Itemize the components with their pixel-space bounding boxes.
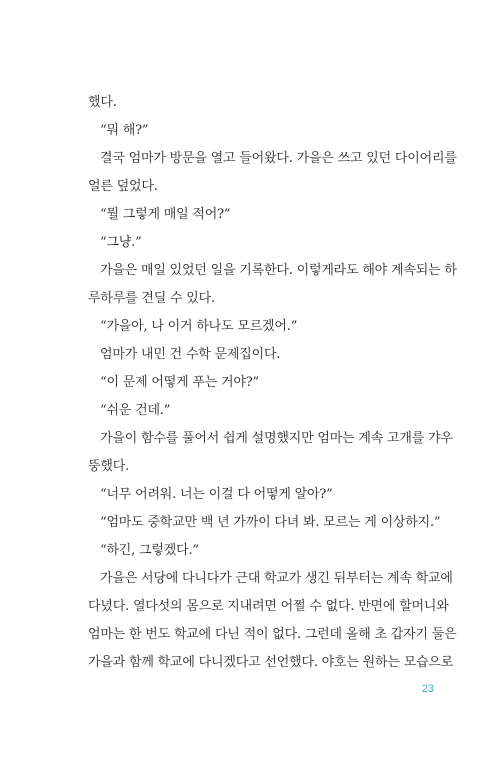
text-line-7: 가을은 매일 있었던 일을 기록한다. 이렇게라도 해야 계속되는 하	[100, 263, 457, 278]
text-line-5: “뭘 그렇게 매일 적어?”	[100, 207, 231, 222]
text-line-16: “엄마도 중학교만 백 년 가까이 다녀 봐. 모르는 게 이상하지.”	[100, 515, 441, 530]
text-line-11: “이 문제 어떻게 푸는 거야?”	[100, 375, 259, 390]
text-line-18: 가을은 서당에 다니다가 근대 학교가 생긴 뒤부터는 계속 학교에	[100, 571, 453, 586]
page-number: 23	[421, 683, 434, 695]
text-line-15: “너무 어려워. 너는 이걸 다 어떻게 알아?”	[100, 487, 333, 502]
text-line-17: “하긴, 그렇겠다.”	[100, 543, 199, 558]
text-line-6: “그냥.”	[100, 235, 142, 250]
text-line-19: 다녔다. 열다섯의 몸으로 지내려면 어쩔 수 없다. 반면에 할머니와	[88, 599, 449, 614]
text-line-12: “쉬운 건데.”	[100, 403, 171, 418]
text-line-9: “가을아, 나 이거 하나도 모르겠어.”	[100, 319, 298, 334]
text-line-3: 결국 엄마가 방문을 열고 들어왔다. 가을은 쓰고 있던 다이어리를	[100, 151, 457, 166]
text-line-2: “뭐 해?”	[100, 123, 149, 138]
text-line-4: 얼른 덮었다.	[88, 179, 158, 194]
text-line-20: 엄마는 한 번도 학교에 다닌 적이 없다. 그런데 올해 초 갑자기 둘은	[88, 627, 457, 642]
text-line-10: 엄마가 내민 건 수학 문제집이다.	[100, 347, 281, 362]
text-line-8: 루하루를 견딜 수 있다.	[88, 291, 215, 306]
text-line-1: 했다.	[88, 95, 117, 110]
body-text	[88, 89, 457, 677]
text-line-13: 가을이 함수를 풀어서 쉽게 설명했지만 엄마는 계속 고개를 갸우	[100, 431, 453, 446]
text-line-14: 뚱했다.	[88, 459, 130, 474]
text-line-21: 가을과 함께 학교에 다니겠다고 선언했다. 야호는 원하는 모습으로	[88, 655, 454, 670]
